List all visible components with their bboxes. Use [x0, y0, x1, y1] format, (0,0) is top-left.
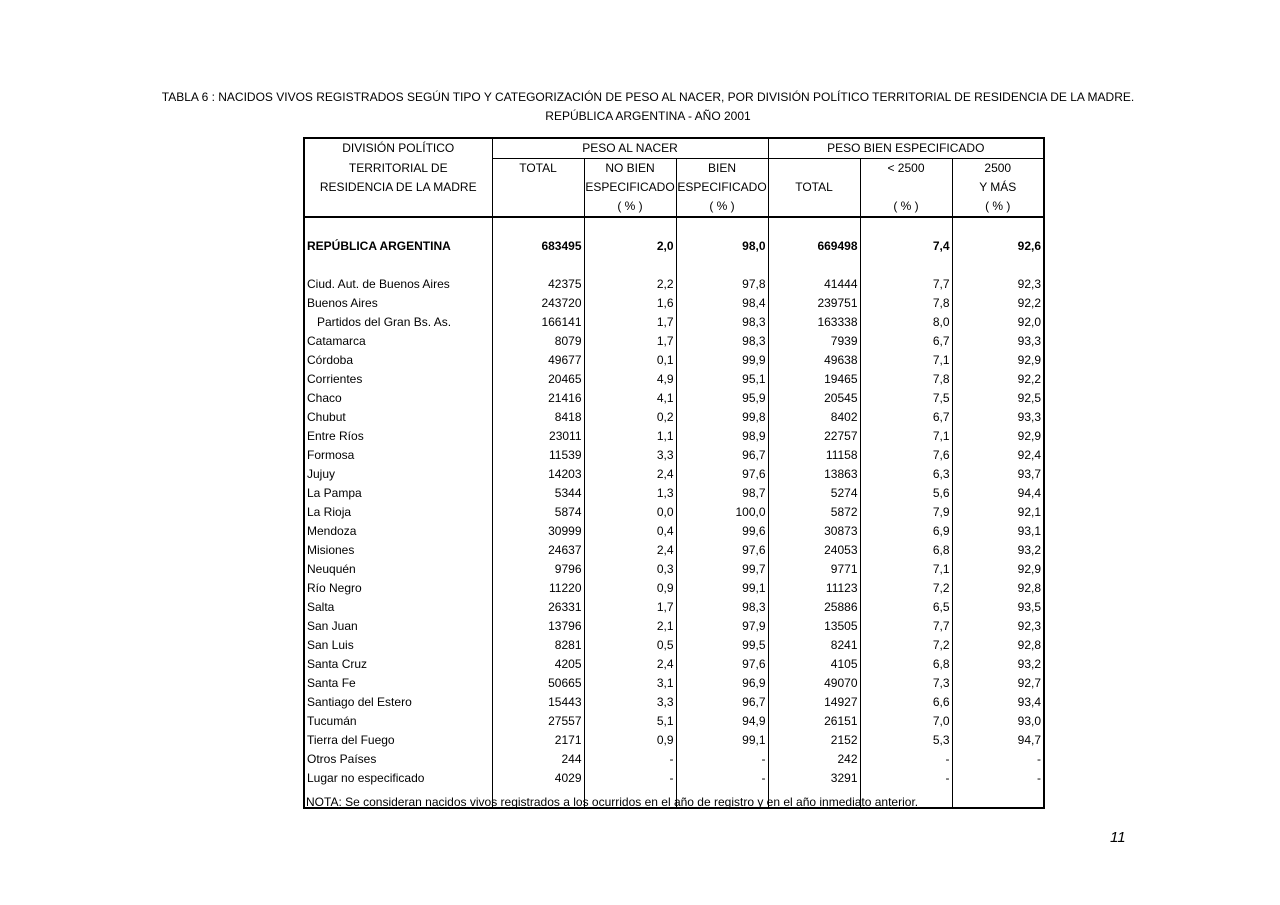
header-total: TOTAL [492, 159, 584, 179]
table-row [304, 313, 1044, 332]
cell-ge2500: 94,7 [952, 731, 1044, 750]
cell-bien: 95,1 [676, 370, 768, 389]
cell-lt2500: 7,5 [860, 389, 952, 408]
cell-name: Córdoba [307, 353, 354, 367]
cell-name: Buenos Aires [307, 296, 378, 310]
cell-no-bien: 1,3 [584, 484, 676, 503]
cell-no-bien: 5,1 [584, 712, 676, 731]
cell-total-bien: 25886 [768, 598, 860, 617]
cell-no-bien: - [584, 769, 676, 788]
cell-total-bien: 7939 [768, 332, 860, 351]
cell-total-bien: 242 [768, 750, 860, 769]
cell-ge2500: 92,2 [952, 370, 1044, 389]
table-row [304, 275, 1044, 294]
cell-total: 13796 [492, 617, 584, 636]
table-title: TABLA 6 : NACIDOS VIVOS REGISTRADOS SEGÚN TIPO Y CATEGORIZACIÓN DE PESO AL NACER, POR DIVISIÓN POLÍTICO TERRITORIAL DE RESIDENCIA DE LA MADRE. [161, 90, 1135, 104]
header-division-2: TERRITORIAL DE [348, 160, 448, 175]
cell-lt2500: 7,8 [860, 370, 952, 389]
summary-total: 683495 [492, 237, 584, 256]
cell-lt2500: 6,7 [860, 332, 952, 351]
cell-name: Salta [307, 600, 335, 614]
cell-bien: 97,8 [676, 275, 768, 294]
cell-total: 244 [492, 750, 584, 769]
cell-lt2500: 5,3 [860, 731, 952, 750]
cell-no-bien: 3,3 [584, 693, 676, 712]
cell-lt2500: 7,7 [860, 275, 952, 294]
data-table [303, 137, 1045, 809]
table-row [304, 332, 1044, 351]
cell-lt2500: 6,8 [860, 541, 952, 560]
cell-name: Santiago del Estero [307, 695, 412, 709]
header-pct-lt2500: ( % ) [860, 197, 952, 217]
cell-name: Tierra del Fuego [307, 733, 395, 747]
cell-ge2500: 92,8 [952, 579, 1044, 598]
cell-total-bien: 20545 [768, 389, 860, 408]
summary-row [304, 237, 1044, 256]
cell-total: 49677 [492, 351, 584, 370]
cell-name: Corrientes [307, 372, 363, 386]
summary-lt2500: 7,4 [860, 237, 952, 256]
cell-total: 27557 [492, 712, 584, 731]
cell-no-bien: 4,9 [584, 370, 676, 389]
table-row [304, 769, 1044, 788]
header-division-1: DIVISIÓN POLÍTICO [342, 141, 455, 156]
cell-name: La Rioja [307, 505, 352, 519]
cell-total-bien: 9771 [768, 560, 860, 579]
cell-bien: 97,9 [676, 617, 768, 636]
table-row [304, 427, 1044, 446]
cell-ge2500: 92,5 [952, 389, 1044, 408]
cell-no-bien: 3,1 [584, 674, 676, 693]
cell-name: Entre Ríos [307, 429, 364, 443]
cell-total-bien: 41444 [768, 275, 860, 294]
cell-no-bien: 1,6 [584, 294, 676, 313]
cell-bien: 99,5 [676, 636, 768, 655]
cell-total-bien: 13863 [768, 465, 860, 484]
cell-name: Misiones [307, 543, 355, 557]
cell-bien: 99,7 [676, 560, 768, 579]
cell-total: 5344 [492, 484, 584, 503]
cell-total: 5874 [492, 503, 584, 522]
cell-no-bien: 1,1 [584, 427, 676, 446]
cell-total: 4205 [492, 655, 584, 674]
cell-lt2500: 7,2 [860, 579, 952, 598]
cell-lt2500: 6,5 [860, 598, 952, 617]
cell-name: Formosa [307, 448, 355, 462]
cell-no-bien: 0,0 [584, 503, 676, 522]
cell-bien: 96,9 [676, 674, 768, 693]
cell-total-bien: 19465 [768, 370, 860, 389]
summary-no-bien: 2,0 [584, 237, 676, 256]
cell-bien: 99,1 [676, 731, 768, 750]
cell-total: 11539 [492, 446, 584, 465]
cell-bien: 98,4 [676, 294, 768, 313]
cell-lt2500: 7,8 [860, 294, 952, 313]
table-row [304, 408, 1044, 427]
cell-bien: 97,6 [676, 465, 768, 484]
cell-total: 2171 [492, 731, 584, 750]
cell-total-bien: 22757 [768, 427, 860, 446]
cell-bien: 98,9 [676, 427, 768, 446]
cell-ge2500: 93,7 [952, 465, 1044, 484]
cell-total: 23011 [492, 427, 584, 446]
cell-lt2500: 8,0 [860, 313, 952, 332]
header-peso-bien-especificado: PESO BIEN ESPECIFICADO [768, 138, 1044, 159]
cell-name: Santa Cruz [307, 657, 368, 671]
cell-ge2500: 93,0 [952, 712, 1044, 731]
cell-total: 8418 [492, 408, 584, 427]
table-row [304, 503, 1044, 522]
cell-lt2500: - [860, 769, 952, 788]
cell-bien: 100,0 [676, 503, 768, 522]
cell-ge2500: 93,1 [952, 522, 1044, 541]
table-row [304, 446, 1044, 465]
cell-total: 14203 [492, 465, 584, 484]
page-number: 11 [1110, 829, 1126, 846]
cell-ge2500: - [952, 769, 1044, 788]
header-especificado-2: ESPECIFICADO [676, 178, 768, 197]
cell-total-bien: 11123 [768, 579, 860, 598]
cell-bien: 99,9 [676, 351, 768, 370]
header-pct-ge2500: ( % ) [952, 197, 1044, 217]
cell-total-bien: 49638 [768, 351, 860, 370]
cell-total-bien: 239751 [768, 294, 860, 313]
cell-total-bien: 4105 [768, 655, 860, 674]
table-row [304, 579, 1044, 598]
cell-total: 30999 [492, 522, 584, 541]
header-peso-al-nacer: PESO AL NACER [492, 138, 768, 159]
table-row [304, 598, 1044, 617]
table-row [304, 750, 1044, 769]
cell-no-bien: 0,9 [584, 579, 676, 598]
cell-total: 243720 [492, 294, 584, 313]
table-row [304, 693, 1044, 712]
cell-name: Chaco [307, 391, 342, 405]
cell-no-bien: 3,3 [584, 446, 676, 465]
table-note: NOTA: Se consideran nacidos vivos registrados a los ocurridos en el año de registro y en el año inmediato anterior. [306, 795, 919, 809]
cell-ge2500: 93,3 [952, 332, 1044, 351]
cell-total: 24637 [492, 541, 584, 560]
cell-no-bien: 1,7 [584, 313, 676, 332]
cell-ge2500: 93,3 [952, 408, 1044, 427]
cell-ge2500: 92,7 [952, 674, 1044, 693]
cell-total-bien: 13505 [768, 617, 860, 636]
cell-ge2500: 92,8 [952, 636, 1044, 655]
cell-lt2500: 7,7 [860, 617, 952, 636]
cell-no-bien: - [584, 750, 676, 769]
table-row [304, 731, 1044, 750]
header-2500: 2500 [952, 159, 1044, 179]
table-row [304, 560, 1044, 579]
cell-name: San Luis [307, 638, 354, 652]
header-pct-no-bien: ( % ) [584, 197, 676, 217]
cell-total-bien: 8402 [768, 408, 860, 427]
cell-name: Tucumán [307, 714, 357, 728]
cell-ge2500: 92,1 [952, 503, 1044, 522]
cell-total: 15443 [492, 693, 584, 712]
cell-total-bien: 5872 [768, 503, 860, 522]
cell-no-bien: 0,1 [584, 351, 676, 370]
cell-total-bien: 49070 [768, 674, 860, 693]
cell-name: San Juan [307, 619, 358, 633]
cell-no-bien: 2,4 [584, 541, 676, 560]
cell-total: 8079 [492, 332, 584, 351]
header-especificado-1: ESPECIFICADO [584, 178, 676, 197]
cell-name: Catamarca [307, 334, 366, 348]
cell-ge2500: 94,4 [952, 484, 1044, 503]
cell-name: Río Negro [307, 581, 362, 595]
cell-ge2500: 92,3 [952, 617, 1044, 636]
cell-total: 166141 [492, 313, 584, 332]
cell-no-bien: 0,3 [584, 560, 676, 579]
table-row [304, 294, 1044, 313]
cell-bien: 99,6 [676, 522, 768, 541]
cell-ge2500: 92,9 [952, 560, 1044, 579]
cell-no-bien: 0,2 [584, 408, 676, 427]
cell-ge2500: 92,9 [952, 351, 1044, 370]
cell-bien: 94,9 [676, 712, 768, 731]
cell-total: 21416 [492, 389, 584, 408]
cell-lt2500: 5,6 [860, 484, 952, 503]
cell-bien: 98,3 [676, 313, 768, 332]
cell-lt2500: 6,8 [860, 655, 952, 674]
cell-total: 4029 [492, 769, 584, 788]
cell-name: Neuquén [307, 562, 356, 576]
cell-name: Partidos del Gran Bs. As. [317, 315, 452, 329]
summary-ge2500: 92,6 [952, 237, 1044, 256]
cell-no-bien: 1,7 [584, 332, 676, 351]
cell-lt2500: 6,3 [860, 465, 952, 484]
cell-total: 26331 [492, 598, 584, 617]
cell-bien: 99,8 [676, 408, 768, 427]
cell-ge2500: 93,5 [952, 598, 1044, 617]
cell-total: 11220 [492, 579, 584, 598]
header-total-bien: TOTAL [768, 178, 860, 197]
cell-total-bien: 8241 [768, 636, 860, 655]
table-row [304, 522, 1044, 541]
table-row [304, 370, 1044, 389]
cell-total-bien: 14927 [768, 693, 860, 712]
table-row [304, 674, 1044, 693]
table-row [304, 389, 1044, 408]
cell-no-bien: 0,9 [584, 731, 676, 750]
cell-no-bien: 0,4 [584, 522, 676, 541]
cell-ge2500: 92,3 [952, 275, 1044, 294]
cell-lt2500: 6,7 [860, 408, 952, 427]
cell-ge2500: 92,2 [952, 294, 1044, 313]
table-row [304, 541, 1044, 560]
table-row [304, 617, 1044, 636]
cell-bien: 98,3 [676, 598, 768, 617]
cell-name: Chubut [307, 410, 346, 424]
cell-no-bien: 2,4 [584, 465, 676, 484]
summary-total-bien: 669498 [768, 237, 860, 256]
cell-name: Mendoza [307, 524, 357, 538]
table-subtitle: REPÚBLICA ARGENTINA - AÑO 2001 [545, 109, 751, 123]
cell-bien: 96,7 [676, 446, 768, 465]
header-lt2500: < 2500 [860, 159, 952, 179]
cell-ge2500: 93,4 [952, 693, 1044, 712]
cell-bien: - [676, 750, 768, 769]
cell-total-bien: 163338 [768, 313, 860, 332]
cell-lt2500: 6,9 [860, 522, 952, 541]
cell-name: Lugar no especificado [307, 771, 425, 785]
cell-total: 8281 [492, 636, 584, 655]
cell-total-bien: 11158 [768, 446, 860, 465]
cell-total-bien: 30873 [768, 522, 860, 541]
cell-no-bien: 0,5 [584, 636, 676, 655]
cell-total-bien: 3291 [768, 769, 860, 788]
cell-no-bien: 2,1 [584, 617, 676, 636]
cell-ge2500: - [952, 750, 1044, 769]
summary-bien: 98,0 [676, 237, 768, 256]
table-row [304, 484, 1044, 503]
table-row [304, 465, 1044, 484]
cell-lt2500: 7,6 [860, 446, 952, 465]
cell-bien: 95,9 [676, 389, 768, 408]
cell-bien: 98,3 [676, 332, 768, 351]
cell-name: Ciud. Aut. de Buenos Aires [307, 277, 450, 291]
cell-ge2500: 92,4 [952, 446, 1044, 465]
cell-ge2500: 93,2 [952, 655, 1044, 674]
cell-lt2500: 7,2 [860, 636, 952, 655]
cell-lt2500: 7,0 [860, 712, 952, 731]
cell-bien: 98,7 [676, 484, 768, 503]
cell-lt2500: 7,1 [860, 351, 952, 370]
cell-total-bien: 5274 [768, 484, 860, 503]
header-y-mas: Y MÁS [952, 178, 1044, 197]
header-division-3: RESIDENCIA DE LA MADRE [319, 180, 477, 194]
cell-bien: - [676, 769, 768, 788]
cell-total-bien: 26151 [768, 712, 860, 731]
table-row [304, 712, 1044, 731]
cell-total: 50665 [492, 674, 584, 693]
cell-no-bien: 2,2 [584, 275, 676, 294]
cell-total-bien: 24053 [768, 541, 860, 560]
cell-total: 20465 [492, 370, 584, 389]
header-no-bien: NO BIEN [584, 159, 676, 179]
cell-bien: 97,6 [676, 541, 768, 560]
cell-total: 42375 [492, 275, 584, 294]
cell-ge2500: 93,2 [952, 541, 1044, 560]
cell-no-bien: 4,1 [584, 389, 676, 408]
cell-bien: 97,6 [676, 655, 768, 674]
cell-bien: 96,7 [676, 693, 768, 712]
header-bien: BIEN [676, 159, 768, 179]
table-row [304, 351, 1044, 370]
summary-name: REPÚBLICA ARGENTINA [307, 239, 451, 253]
table-row [304, 636, 1044, 655]
cell-name: Jujuy [307, 467, 336, 481]
cell-total: 9796 [492, 560, 584, 579]
header-pct-bien: ( % ) [676, 197, 768, 217]
cell-ge2500: 92,9 [952, 427, 1044, 446]
cell-bien: 99,1 [676, 579, 768, 598]
cell-lt2500: 7,3 [860, 674, 952, 693]
cell-name: Otros Países [307, 752, 377, 766]
cell-name: La Pampa [307, 486, 362, 500]
cell-lt2500: 7,1 [860, 427, 952, 446]
cell-name: Santa Fe [307, 676, 356, 690]
cell-lt2500: 7,9 [860, 503, 952, 522]
cell-no-bien: 1,7 [584, 598, 676, 617]
table-row [304, 655, 1044, 674]
cell-total-bien: 2152 [768, 731, 860, 750]
cell-ge2500: 92,0 [952, 313, 1044, 332]
cell-lt2500: 7,1 [860, 560, 952, 579]
cell-no-bien: 2,4 [584, 655, 676, 674]
cell-lt2500: 6,6 [860, 693, 952, 712]
cell-lt2500: - [860, 750, 952, 769]
